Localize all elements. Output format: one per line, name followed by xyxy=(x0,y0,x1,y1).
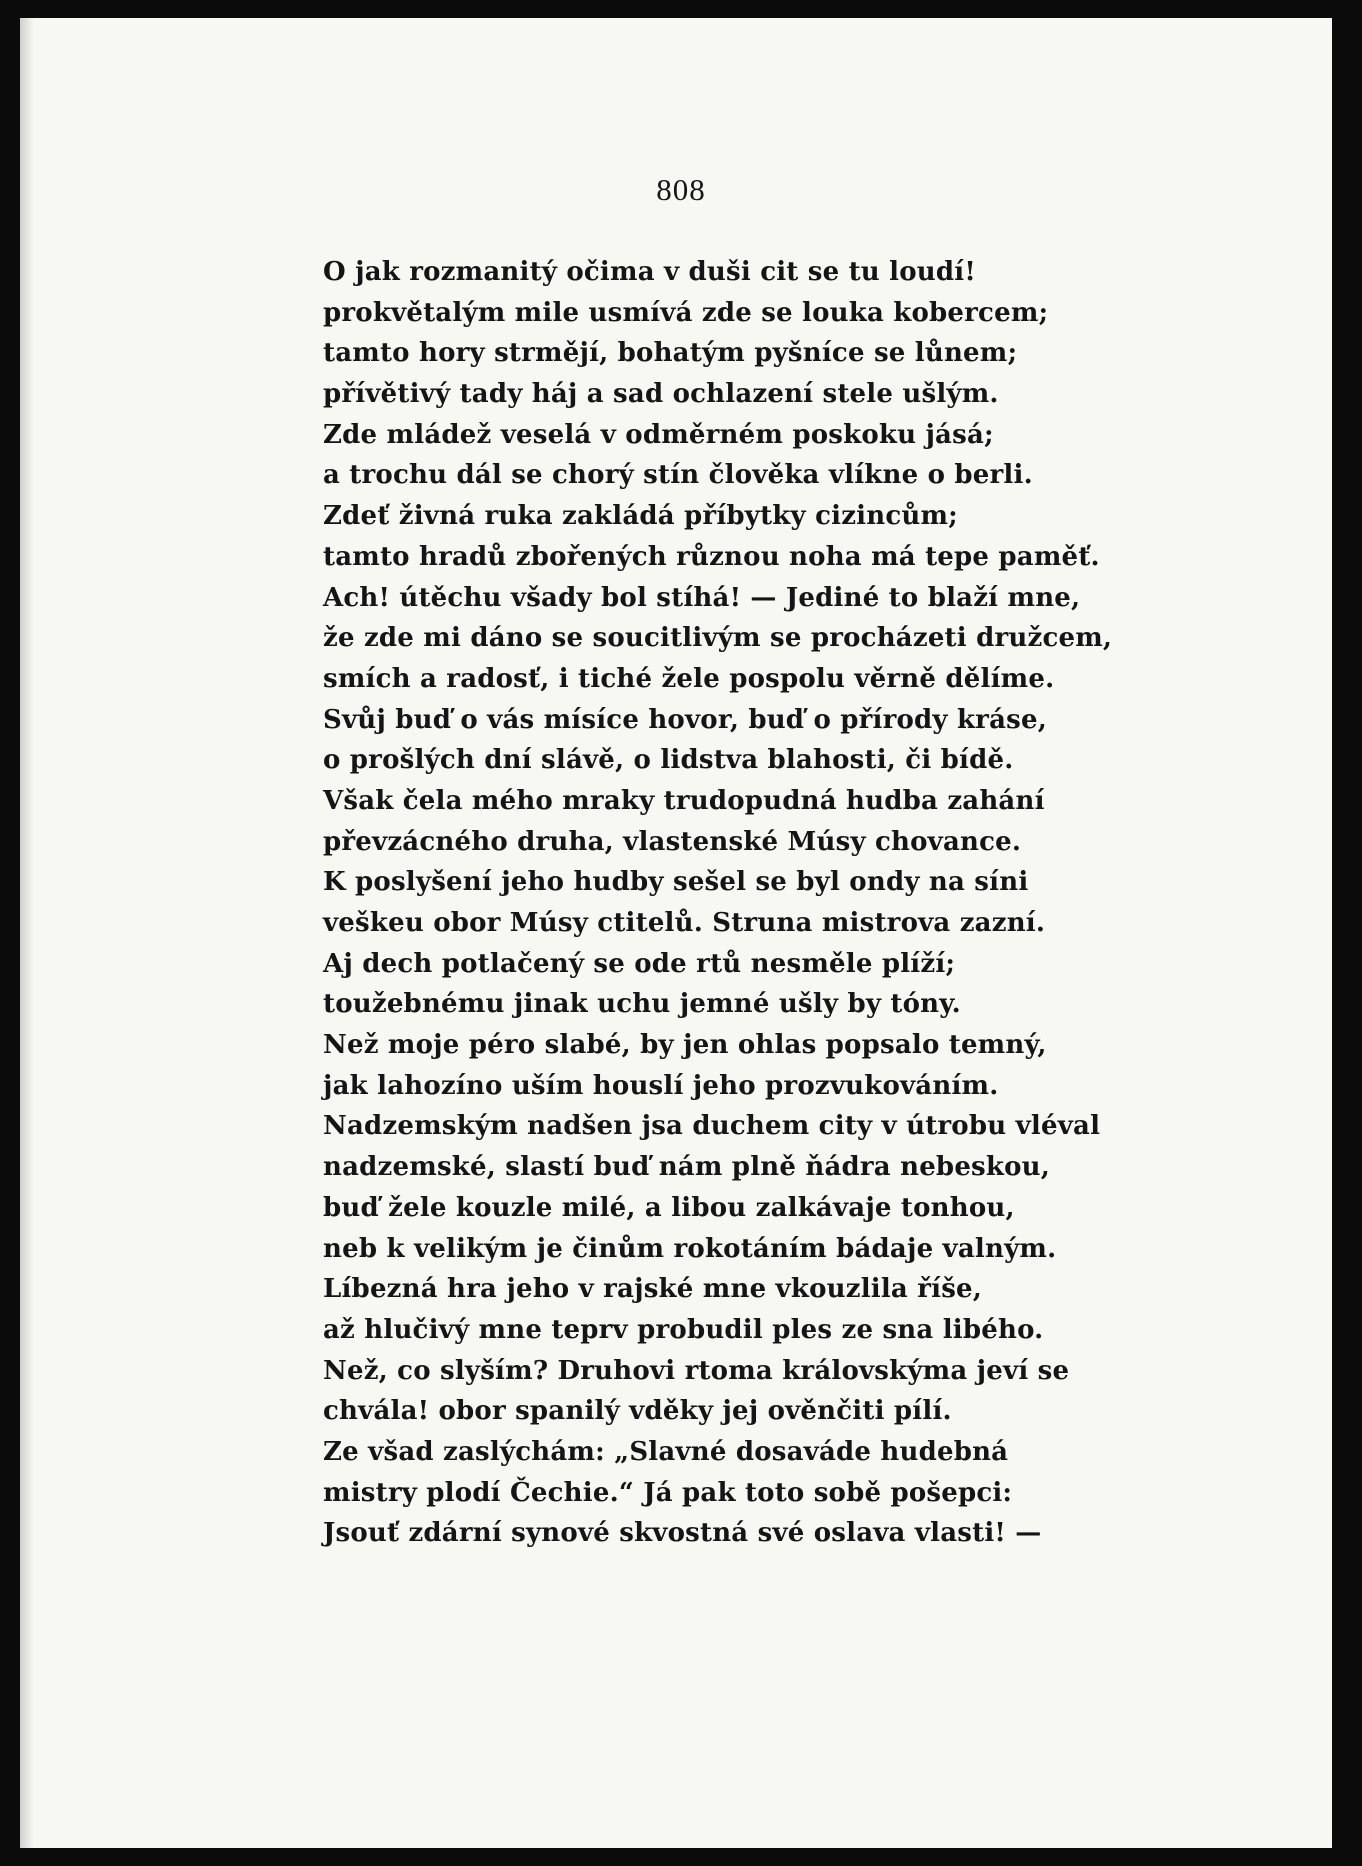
poem-line: toužebnému jinak uchu jemné ušly by tóny. xyxy=(323,989,961,1020)
poem-line: K poslyšení jeho hudby sešel se byl ondy na síni xyxy=(323,867,1029,898)
poem-line: mistry plodí Čechie.“ Já pak toto sobě pošepci: xyxy=(323,1477,1013,1508)
poem-line: Zdeť živná ruka zakládá příbytky cizincům; xyxy=(323,501,958,532)
poem-line: převzácného druha, vlastenské Músy chovance. xyxy=(323,826,1022,857)
poem-line: a trochu dál se chorý stín člověka vlíkne o berli. xyxy=(323,460,1033,491)
poem-line: Svůj buď o vás mísíce hovor, buď o přírody kráse, xyxy=(323,704,1047,735)
poem-line: až hlučivý mne teprv probudil ples ze sna libého. xyxy=(323,1314,1044,1345)
poem-line: nadzemské, slastí buď nám plně ňádra nebeskou, xyxy=(323,1152,1051,1183)
poem-line: Jsouť zdární synové skvostná své oslava vlasti! — xyxy=(323,1518,1042,1549)
poem-line: jak lahozíno uším houslí jeho prozvukováním. xyxy=(323,1070,999,1101)
poem-line: tamto hradů zbořených různou noha má tepe paměť. xyxy=(323,541,1100,572)
poem-line: O jak rozmanitý očima v duši cit se tu loudí! xyxy=(323,257,976,287)
poem-line: Aj dech potlačený se ode rtů nesměle plíží; xyxy=(323,948,956,979)
poem-line: smích a radosť, i tiché žele pospolu věrně dělíme. xyxy=(323,663,1055,694)
poem-text xyxy=(323,252,1323,1554)
poem-line: že zde mi dáno se soucitlivým se procházeti družcem, xyxy=(323,623,1113,654)
poem-line: Nadzemským nadšen jsa duchem city v útrobu vléval xyxy=(323,1111,1101,1142)
poem-line: chvála! obor spanilý vděky jej ověnčiti pílí. xyxy=(323,1396,952,1427)
poem-line: Ze všad zaslýchám: „Slavné dosaváde hudebná xyxy=(323,1436,1009,1467)
page-edge-shadow xyxy=(20,18,34,1848)
poem-line: veškeu obor Músy ctitelů. Struna mistrova zazní. xyxy=(323,908,1046,938)
poem-line: Ach! útěchu všady bol stíhá! — Jediné to blaží mne, xyxy=(323,582,1081,613)
poem-line: přívětivý tady háj a sad ochlazení stele ušlým. xyxy=(323,379,999,410)
poem-line: Však čela mého mraky trudopudná hudba zahání xyxy=(323,785,1045,816)
poem-line: neb k velikým je činům rokotáním bádaje valným. xyxy=(323,1233,1057,1264)
poem-line: Než moje péro slabé, by jen ohlas popsalo temný, xyxy=(323,1030,1047,1061)
poem-line: o prošlých dní slávě, o lidstva blahosti, či bídě. xyxy=(323,745,1014,776)
poem-line: buď žele kouzle milé, a libou zalkávaje tonhou, xyxy=(323,1192,1015,1223)
poem-line: tamto hory strmějí, bohatým pyšníce se lůnem; xyxy=(323,338,1018,369)
poem-line: Než, co slyším? Druhovi rtoma královskýma jeví se xyxy=(323,1355,1070,1386)
poem-line: Líbezná hra jeho v rajské mne vkouzlila říše, xyxy=(323,1274,983,1305)
poem-line: Zde mládež veselá v odměrném poskoku jásá; xyxy=(323,419,994,450)
poem-line: prokvětalým mile usmívá zde se louka kobercem; xyxy=(323,297,1049,328)
page-number: 808 xyxy=(656,172,706,207)
